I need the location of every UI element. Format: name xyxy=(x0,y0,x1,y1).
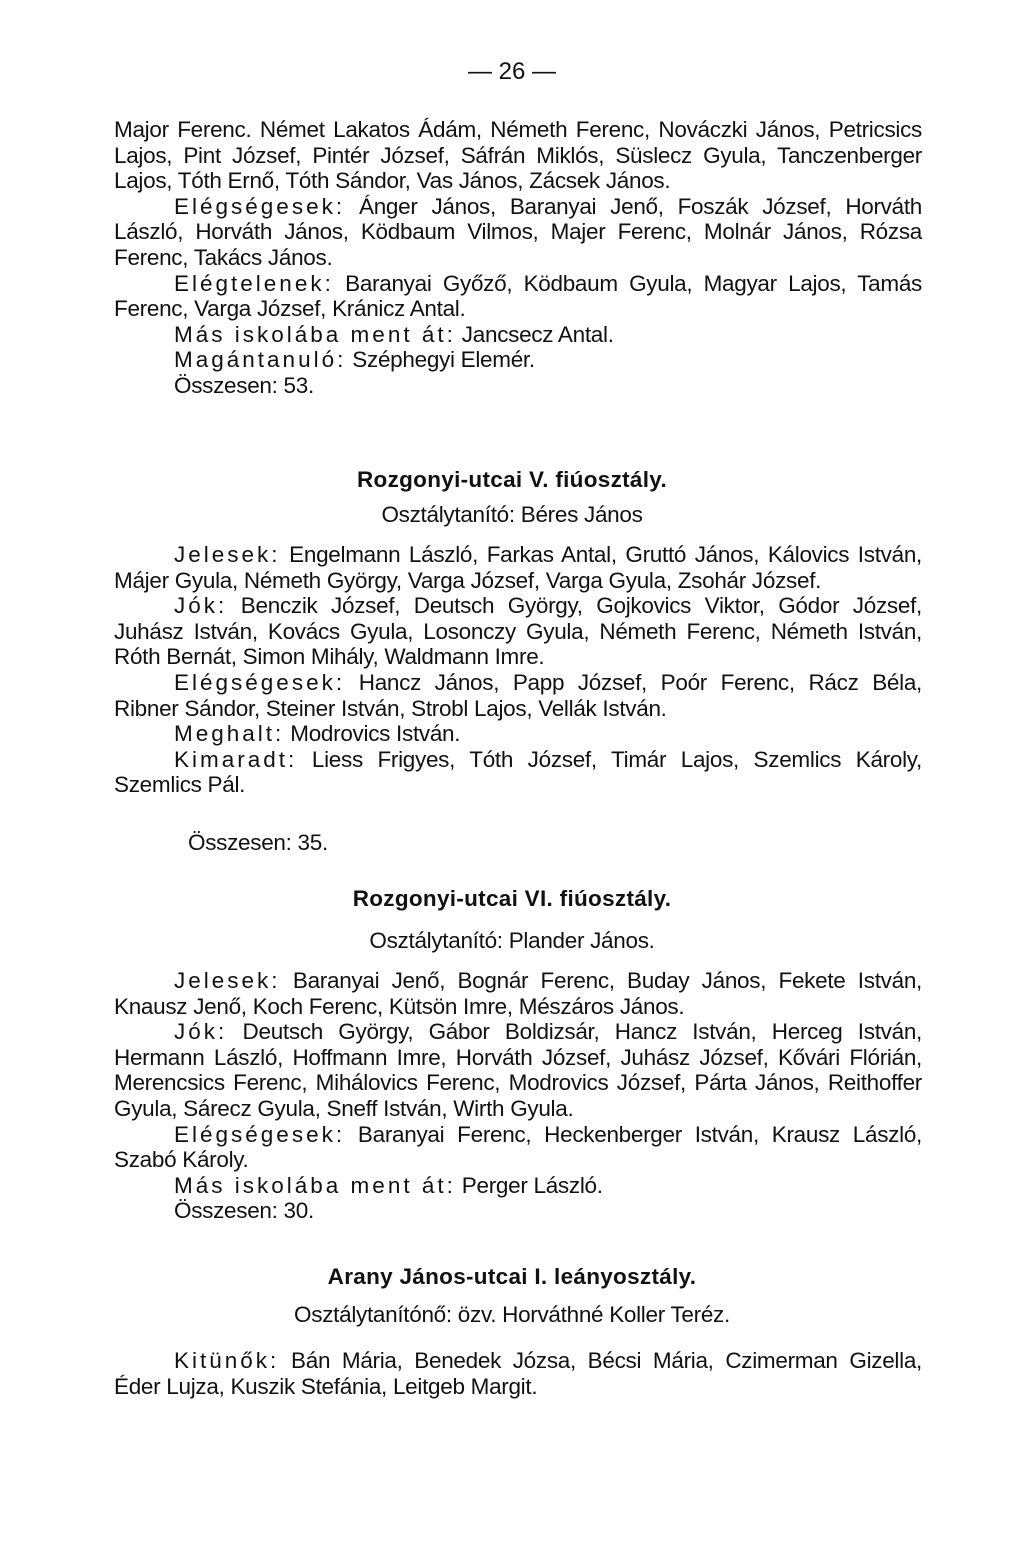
section-heading: Rozgonyi-utcai V. fiúosztály. xyxy=(357,467,667,492)
list-paragraph xyxy=(114,271,922,322)
category-label: Jelesek: xyxy=(174,542,281,567)
list-paragraph xyxy=(114,1122,922,1173)
total-line: Összesen: 35. xyxy=(188,830,328,855)
category-label: Elégtelenek: xyxy=(174,270,334,296)
section-heading: Arany János-utcai I. leányosztály. xyxy=(327,1264,697,1289)
category-label: Elégségesek: xyxy=(174,1121,346,1147)
category-label: Meghalt: xyxy=(174,721,285,747)
category-label: Jelesek: xyxy=(174,968,281,993)
category-names: Ánger János, Baranyai Jenő, Foszák József, Horváth László, Horváth János, Ködbaum Vilmos, Majer Ferenc, Molnár János, Rózsa Ferenc, Takács János. xyxy=(114,193,922,270)
category-label: Elégségesek: xyxy=(174,193,346,219)
teacher-line: Osztálytanítónő: özv. Horváthné Koller Teréz. xyxy=(294,1302,730,1327)
list-paragraph xyxy=(114,670,922,721)
list-paragraph xyxy=(114,347,922,373)
class-list xyxy=(114,1348,922,1399)
list-paragraph xyxy=(114,593,922,670)
category-names: Benczik József, Deutsch György, Gojkovics Viktor, Gódor József, Juhász István, Kovács Gyula, Losonczy Gyula, Németh Ferenc, Németh István, Róth Bernát, Simon Mihály, Waldmann Imre. xyxy=(114,593,922,670)
teacher-line: Osztálytanító: Béres János xyxy=(381,502,643,527)
category-label: Más iskolába ment át: xyxy=(174,321,456,347)
class-list xyxy=(114,542,922,798)
total-line: Összesen: 30. xyxy=(174,1198,314,1224)
category-names: Baranyai Jenő, Bognár Ferenc, Buday János, Fekete István, Knausz Jenő, Koch Ferenc, Kütsön Imre, Mészáros János. xyxy=(114,968,922,1019)
list-paragraph xyxy=(114,194,922,271)
category-names: Modrovics István. xyxy=(284,721,461,747)
list-paragraph xyxy=(114,1019,922,1121)
list-paragraph xyxy=(114,1348,922,1399)
list-paragraph xyxy=(114,542,922,593)
category-names: Deutsch György, Gábor Boldizsár, Hancz István, Herceg István, Hermann László, Hoffmann Imre, Horváth József, Juhász József, Kővári Flórián, Merencsics Ferenc, Mihálovics Ferenc, Modrovics József, Párta János, Reithoffer Gyula, Sárecz Gyula, Sneff István, Wirth Gyula. xyxy=(114,1019,922,1121)
page-number: — 26 — xyxy=(467,58,557,85)
category-names: Perger László. xyxy=(455,1172,603,1198)
category-names: Engelmann László, Farkas Antal, Gruttó János, Kálovics István, Májer Gyula, Németh György, Varga József, Varga Gyula, Zsohár József. xyxy=(114,542,922,593)
list-paragraph xyxy=(114,747,922,798)
list-paragraph xyxy=(114,968,922,1019)
category-names: Baranyai Ferenc, Heckenberger István, Krausz László, Szabó Károly. xyxy=(114,1121,922,1173)
teacher-line: Osztálytanító: Plander János. xyxy=(369,928,655,953)
class-list xyxy=(114,968,922,1224)
category-label: Elégségesek: xyxy=(174,669,346,695)
list-paragraph xyxy=(114,1173,922,1199)
category-label: Kitünők: xyxy=(174,1348,280,1373)
list-paragraph xyxy=(114,721,922,747)
category-label: Más iskolába ment át: xyxy=(174,1172,456,1198)
category-names: Jancsecz Antal. xyxy=(455,321,614,347)
category-names: Baranyai Győző, Ködbaum Gyula, Magyar Lajos, Tamás Ferenc, Varga József, Kránicz Antal. xyxy=(114,270,922,322)
total-line: Összesen: 53. xyxy=(174,372,314,398)
class-list-continuation xyxy=(114,117,922,399)
section-heading: Rozgonyi-utcai VI. fiúosztály. xyxy=(352,886,672,911)
category-names: Széphegyi Elemér. xyxy=(346,347,535,373)
category-names: Liess Frigyes, Tóth József, Timár Lajos, Szemlics Károly, Szemlics Pál. xyxy=(114,746,922,798)
category-names: Bán Mária, Benedek Józsa, Bécsi Mária, Czimerman Gizella, Éder Lujza, Kuszik Stefánia, Leitgeb Margit. xyxy=(114,1348,922,1399)
category-label: Jók: xyxy=(174,593,228,619)
category-names: Hancz János, Papp József, Poór Ferenc, Rácz Béla, Ribner Sándor, Steiner István, Strobl Lajos, Vellák István. xyxy=(114,669,922,721)
list-paragraph: Major Ferenc. Német Lakatos Ádám, Németh Ferenc, Nováczki János, Petricsics Lajos, Pint József, Pintér József, Sáfrán Miklós, Süslecz Gyula, Tanczenberger Lajos, Tóth Ernő, Tóth Sándor, Vas János, Zácsek János. xyxy=(114,117,922,194)
list-paragraph xyxy=(114,322,922,348)
category-label: Jók: xyxy=(174,1019,228,1045)
category-label: Magántanuló: xyxy=(174,347,347,373)
category-label: Kimaradt: xyxy=(174,746,298,772)
